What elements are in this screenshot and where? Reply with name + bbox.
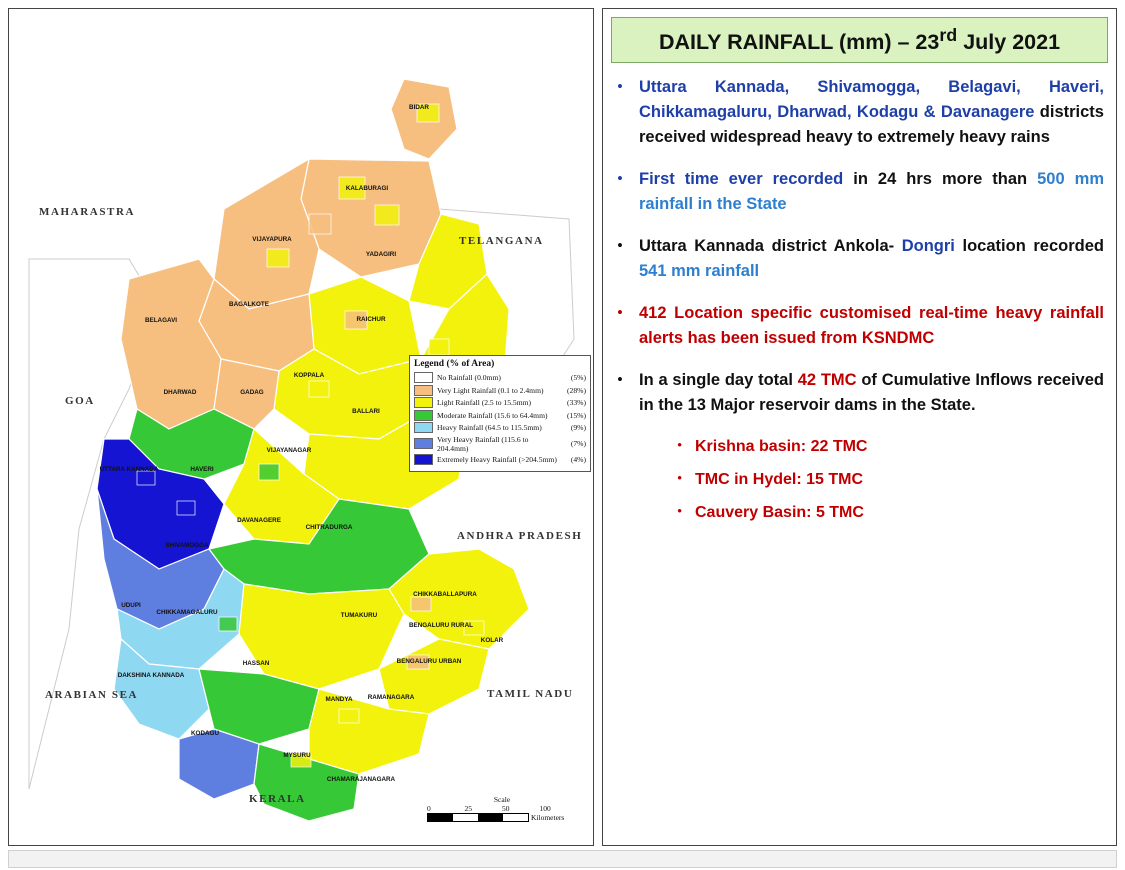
- bullet-segment: 42 TMC: [797, 371, 857, 390]
- sub-bullet-text: Krishna basin: 22 TMC: [695, 438, 868, 456]
- legend-swatch: [414, 422, 433, 433]
- legend-row: [414, 372, 586, 383]
- district-label: DAVANAGERE: [237, 517, 281, 524]
- bottom-strip: [8, 850, 1117, 868]
- scale-bar: [427, 813, 529, 822]
- district-label: HASSAN: [242, 660, 270, 667]
- bullet-text: [639, 167, 1104, 217]
- bullet-text: [639, 234, 1104, 284]
- bullet-marker-icon: •: [617, 169, 623, 189]
- legend-row: [414, 454, 586, 465]
- bullet-text: [639, 75, 1104, 150]
- district-label: CHIKKABALLAPURA: [413, 591, 477, 598]
- legend-row: [414, 422, 586, 433]
- neighbour-label-goa: GOA: [65, 395, 95, 407]
- scale-ticks: [427, 804, 577, 813]
- neighbour-label-telangana: TELANGANA: [459, 235, 544, 247]
- bullet-segment: Dongri: [901, 237, 955, 256]
- bullet-list: [611, 75, 1108, 524]
- legend-label: Heavy Rainfall (64.5 to 115.5mm): [437, 423, 542, 432]
- district-label: SHIVAMOGGA: [165, 542, 209, 549]
- report-title-tail: July 2021: [957, 30, 1061, 55]
- bullet-item: [617, 75, 1104, 150]
- scale-tick: 25: [464, 804, 472, 813]
- sub-bullet-marker-icon: •: [677, 438, 683, 455]
- bullet-text: [639, 368, 1104, 418]
- district-label: CHAMARAJANAGARA: [326, 776, 396, 783]
- legend-pct: (28%): [567, 385, 586, 395]
- scale-title: Scale: [493, 795, 511, 804]
- bullet-item: [617, 301, 1104, 351]
- bullet-segment: In a single day total: [639, 371, 798, 390]
- district-label: RAICHUR: [356, 316, 386, 323]
- sub-bullet-marker-icon: •: [677, 471, 683, 488]
- district-label: CHIKKAMAGALURU: [156, 609, 218, 616]
- district-label: KOPPALA: [293, 372, 325, 379]
- bullet-segment: location recorded: [954, 237, 1104, 256]
- district-label: CHITRADURGA: [305, 524, 353, 531]
- neighbour-label-tamil-nadu: TAMIL NADU: [487, 688, 574, 700]
- legend-pct: (15%): [567, 410, 586, 420]
- scale-tick: 50: [502, 804, 510, 813]
- district-label: MYSURU: [283, 752, 311, 759]
- scale-tick: 100: [539, 804, 551, 813]
- legend-pct: (4%): [570, 455, 586, 464]
- sub-bullet-list: [677, 435, 1104, 524]
- map-legend: [409, 355, 591, 472]
- bullet-segment: 541 mm rainfall: [639, 262, 760, 281]
- legend-row: [414, 397, 586, 408]
- neighbour-label-kerala: KERALA: [249, 793, 306, 805]
- district-label: YADAGIRI: [365, 251, 397, 258]
- bullet-marker-icon: •: [617, 236, 623, 256]
- district-label: KODAGU: [191, 730, 219, 737]
- bullet-segment: Uttara Kannada district Ankola-: [639, 237, 902, 256]
- legend-swatch: [414, 454, 433, 465]
- legend-label: Light Rainfall (2.5 to 15.5mm): [437, 398, 532, 407]
- report-title-ordinal: rd: [939, 25, 958, 45]
- bullet-segment: Uttara Kannada, Shivamogga, Belagavi, Haveri, Chikkamagaluru, Dharwad, Kodagu & Davanagere: [639, 78, 1104, 122]
- legend-pct: (7%): [570, 439, 586, 448]
- sub-bullet-text: TMC in Hydel: 15 TMC: [695, 471, 864, 489]
- legend-swatch: [414, 410, 433, 421]
- district-label: VIJAYAPURA: [252, 236, 292, 243]
- district-label: TUMAKURU: [340, 612, 378, 619]
- district-label: BIDAR: [409, 104, 429, 111]
- neighbour-label-maharastra: MAHARASTRA: [39, 206, 136, 218]
- legend-swatch: [414, 397, 433, 408]
- legend-label: Moderate Rainfall (15.6 to 64.4mm): [437, 410, 548, 420]
- district-label: RAMANAGARA: [367, 694, 415, 701]
- sub-bullet-item: [677, 435, 1104, 458]
- district-label: BELAGAVI: [144, 317, 178, 324]
- district-label: GADAG: [240, 389, 264, 396]
- bullet-segment: of Cumulative Inflows received in the 13 Major reservoir dams in the State.: [639, 371, 1104, 415]
- legend-row: [414, 385, 586, 396]
- district-label: BALLARI: [352, 408, 380, 415]
- report-title-main: DAILY RAINFALL (mm) – 23: [658, 30, 940, 55]
- district-label: UTTARA KANNADA: [99, 466, 159, 473]
- bullet-marker-icon: •: [617, 370, 623, 390]
- legend-pct: (9%): [570, 423, 586, 432]
- sub-bullet-marker-icon: •: [677, 504, 683, 521]
- district-label: UDUPI: [121, 602, 141, 609]
- bullet-item: [617, 167, 1104, 217]
- district-label: KALABURAGI: [345, 185, 389, 192]
- scale-tick: 0: [427, 804, 431, 813]
- legend-pct: (33%): [567, 398, 586, 407]
- bullet-marker-icon: •: [617, 77, 623, 97]
- panels: [8, 8, 1117, 846]
- legend-label: No Rainfall (0.0mm): [437, 373, 501, 382]
- legend-row: [414, 410, 586, 421]
- report-title: [611, 17, 1108, 63]
- bullet-marker-icon: •: [617, 303, 623, 323]
- summary-panel: [602, 8, 1117, 846]
- bullet-segment: districts received widespread heavy to extremely heavy rains: [639, 103, 1104, 147]
- district-label: BAGALKOTE: [229, 301, 269, 308]
- bullet-segment: 412 Location specific customised real-time heavy rainfall alerts has been issued from KSNDMC: [639, 304, 1104, 348]
- scale-unit: Kilometers: [531, 813, 565, 822]
- bullet-item: [617, 368, 1104, 418]
- legend-label: Very Light Rainfall (0.1 to 2.4mm): [437, 385, 544, 395]
- district-label: BENGALURU RURAL: [408, 622, 474, 629]
- district-label: MANDYA: [325, 696, 353, 703]
- legend-label: Extremely Heavy Rainfall (>204.5mm): [437, 455, 557, 464]
- legend-swatch: [414, 385, 433, 396]
- legend-pct: (5%): [570, 373, 586, 382]
- bullet-segment: in 24 hrs more than: [843, 170, 1038, 189]
- bullet-segment: 500 mm rainfall in the State: [639, 170, 1104, 214]
- district-label: KOLAR: [480, 637, 504, 644]
- sub-bullet-item: [677, 468, 1104, 491]
- neighbour-label-andhra-pradesh: ANDHRA PRADESH: [457, 530, 583, 542]
- sub-bullet-item: [677, 501, 1104, 524]
- district-label: DAKSHINA KANNADA: [117, 672, 185, 679]
- district-label: VIJAYANAGAR: [266, 447, 312, 454]
- bullet-item: [617, 234, 1104, 284]
- bullet-text: [639, 301, 1104, 351]
- district-label: DHARWAD: [163, 389, 197, 396]
- district-label: HAVERI: [190, 466, 214, 473]
- legend-row: [414, 435, 586, 453]
- legend-swatch: [414, 438, 433, 449]
- map-scale: [427, 795, 577, 822]
- legend-title: Legend (% of Area): [414, 359, 495, 369]
- bullet-segment: First time ever recorded: [639, 170, 844, 189]
- rainfall-map-panel: [8, 8, 594, 846]
- legend-label: Very Heavy Rainfall (115.6 to 204.4mm): [437, 434, 529, 453]
- neighbour-label-arabian-sea: ARABIAN SEA: [45, 689, 139, 701]
- legend-swatch: [414, 372, 433, 383]
- sub-bullet-text: Cauvery Basin: 5 TMC: [695, 504, 864, 522]
- district-label: BENGALURU URBAN: [396, 658, 462, 665]
